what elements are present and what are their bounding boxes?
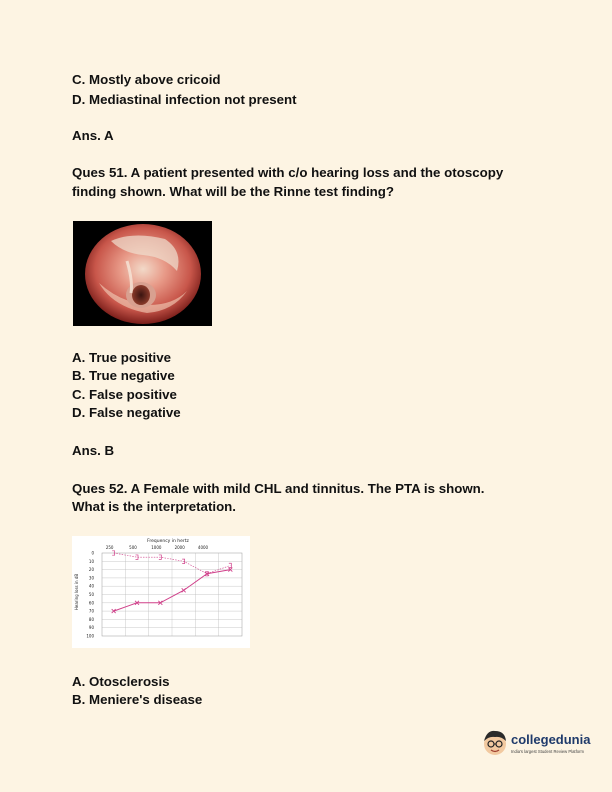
audiogram-db-label: 60 (88, 600, 94, 606)
audiogram-db-label: 10 (88, 558, 94, 564)
question-51-option-a: A. True positive (72, 350, 172, 365)
question-51-line-1: Ques 51. A patient presented with c/o hearing loss and the otoscopy (72, 165, 504, 180)
audiogram-db-label: 50 (88, 592, 94, 597)
audiogram-chart (72, 536, 250, 648)
question-51-option-d: D. False negative (72, 405, 181, 420)
answer-previous: Ans. A (72, 128, 114, 143)
option-c-previous: C. Mostly above cricoid (72, 72, 221, 87)
audiogram-db-label: 80 (88, 616, 94, 622)
logo-tagline: India's largest Student Review Platform (511, 749, 584, 754)
audiogram-frequency-label: 500 (129, 545, 137, 550)
otoscopy-image (73, 221, 212, 326)
audiogram-db-label: 40 (88, 583, 94, 589)
collegedunia-logo (481, 728, 599, 762)
logo-brand-text: collegedunia (511, 732, 591, 747)
option-d-previous: D. Mediastinal infection not present (72, 92, 297, 107)
question-51-line-2: finding shown. What will be the Rinne test finding? (72, 184, 395, 199)
audiogram-frequency-label: 250 (105, 545, 114, 550)
audiogram-db-label: 0 (91, 550, 94, 556)
audiogram-frequency-label: 4000 (197, 545, 209, 550)
question-52-line-1: Ques 52. A Female with mild CHL and tinnitus. The PTA is shown. (72, 481, 485, 496)
audiogram-db-label: 100 (86, 633, 94, 639)
audiogram-db-label: 90 (88, 625, 94, 631)
audiogram-frequency-label: 2000 (174, 545, 185, 550)
question-52-option-b: B. Meniere's disease (72, 692, 203, 707)
audiogram-db-label: 30 (88, 575, 94, 581)
question-52-line-2: What is the interpretation. (72, 499, 237, 514)
audiogram-db-label: 20 (88, 567, 94, 573)
audiogram-frequency-label: 1000 (151, 545, 162, 550)
audiogram-air-marker (182, 588, 186, 592)
question-52-option-a: A. Otosclerosis (72, 674, 170, 689)
audiogram-title: Frequency in hertz (147, 539, 189, 544)
audiogram-y-label: Hearing loss in dB (74, 573, 79, 611)
mascot-face-icon (481, 728, 509, 758)
question-51-answer: Ans. B (72, 443, 115, 458)
question-51-option-c: C. False positive (72, 387, 177, 402)
audiogram-db-label: 70 (88, 608, 94, 614)
question-51-option-b: B. True negative (72, 368, 175, 383)
